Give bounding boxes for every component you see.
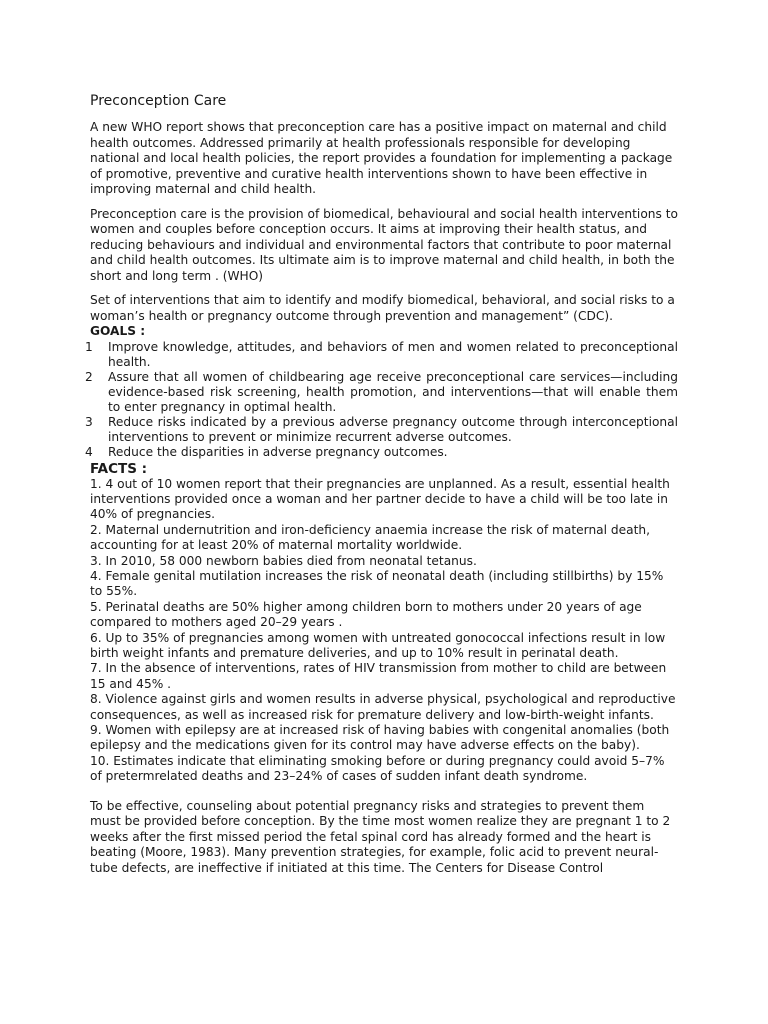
goal-text: Reduce the disparities in adverse pregnancy outcomes. — [108, 444, 448, 459]
fact-item: 8. Violence against girls and women results in adverse physical, psychological and reproductive consequences, as well as increased risk for premature delivery and low-birth-weight infants. — [90, 692, 676, 722]
fact-item: 7. In the absence of interventions, rates of HIV transmission from mother to child are between 15 and 45% . — [90, 661, 667, 691]
fact-item: 3. In 2010, 58 000 newborn babies died from neonatal tetanus. — [90, 553, 477, 568]
fact-item: 6. Up to 35% of pregnancies among women with untreated gonococcal infections result in low birth weight infants and premature deliveries, and up to 10% result in perinatal death. — [90, 630, 666, 660]
goal-number: 4 — [85, 444, 93, 459]
facts-heading: FACTS : — [90, 460, 148, 477]
goal-text: Reduce risks indicated by a previous adverse pregnancy outcome through interconceptional interventions to prevent or minimize recurrent adverse outcomes. — [108, 414, 678, 444]
goals-heading: GOALS : — [90, 324, 146, 338]
goal-text: Improve knowledge, attitudes, and behaviors of men and women related to preconceptional health. — [108, 339, 678, 369]
goals-list — [85, 339, 678, 460]
fact-item: 4. Female genital mutilation increases the risk of neonatal death (including stillbirths) by 15% to 55%. — [90, 568, 664, 599]
closing-paragraph: To be effective, counseling about potential pregnancy risks and strategies to prevent them must be provided before conception. By the time most women realize they are pregnant 1 to 2 weeks after the first missed period the fetal spinal cord has already formed and the heart is beating (Moore, 1983). Many prevention strategies, for example, folic acid to prevent neural-tube defects, are ineffective if initiated at this time. The Centers for Disease Control — [90, 798, 671, 875]
goal-item — [85, 444, 678, 460]
goal-number: 1 — [85, 339, 93, 354]
goal-item — [85, 414, 678, 445]
fact-item: 10. Estimates indicate that eliminating smoking before or during pregnancy could avoid 5–7% of pretermrelated deaths and 23–24% of cases of sudden infant death syndrome. — [90, 753, 665, 784]
document-title: Preconception Care — [90, 93, 227, 109]
fact-item: 1. 4 out of 10 women report that their pregnancies are unplanned. As a result, essential health interventions provided once a woman and her partner decide to have a child will be too late in 40% of pregnancies. — [90, 476, 670, 522]
document-page — [85, 92, 678, 876]
facts-list — [90, 477, 678, 785]
definition-paragraph-cdc: Set of interventions that aim to identify and modify biomedical, behavioral, and social risks to a woman’s health or pregnancy outcome through prevention and management” (CDC). — [90, 293, 675, 323]
goal-number: 2 — [85, 369, 93, 384]
fact-item: 5. Perinatal deaths are 50% higher among children born to mothers under 20 years of age compared to mothers aged 20–29 years . — [90, 599, 642, 630]
goal-item — [85, 339, 678, 370]
fact-item: 9. Women with epilepsy are at increased risk of having babies with congenital anomalies (both epilepsy and the medications given for its control may have adverse effects on the baby). — [90, 723, 670, 753]
goal-number: 3 — [85, 414, 93, 429]
intro-paragraph-who-report: A new WHO report shows that preconception care has a positive impact on maternal and child health outcomes. Addressed primarily at health professionals responsible for developing national and local health policies, the report provides a foundation for implementing a package of promotive, preventive and curative health interventions shown to have been effective in improving maternal and child health. — [90, 120, 673, 196]
goal-item — [85, 369, 678, 415]
fact-item: 2. Maternal undernutrition and iron-deficiency anaemia increase the risk of maternal death, accounting for at least 20% of maternal mortality worldwide. — [90, 522, 650, 553]
goal-text: Assure that all women of childbearing age receive preconceptional care services—including evidence-based risk screening, health promotion, and interventions—that will enable them to enter pregnancy in optimal health. — [108, 369, 678, 414]
definition-paragraph-who: Preconception care is the provision of biomedical, behavioural and social health interventions to women and couples before conception occurs. It aims at improving their health status, and reducing behaviours and individual and environmental factors that contribute to poor maternal and child health outcomes. Its ultimate aim is to improve maternal and child health, in both the short and long term . (WHO) — [90, 206, 678, 283]
